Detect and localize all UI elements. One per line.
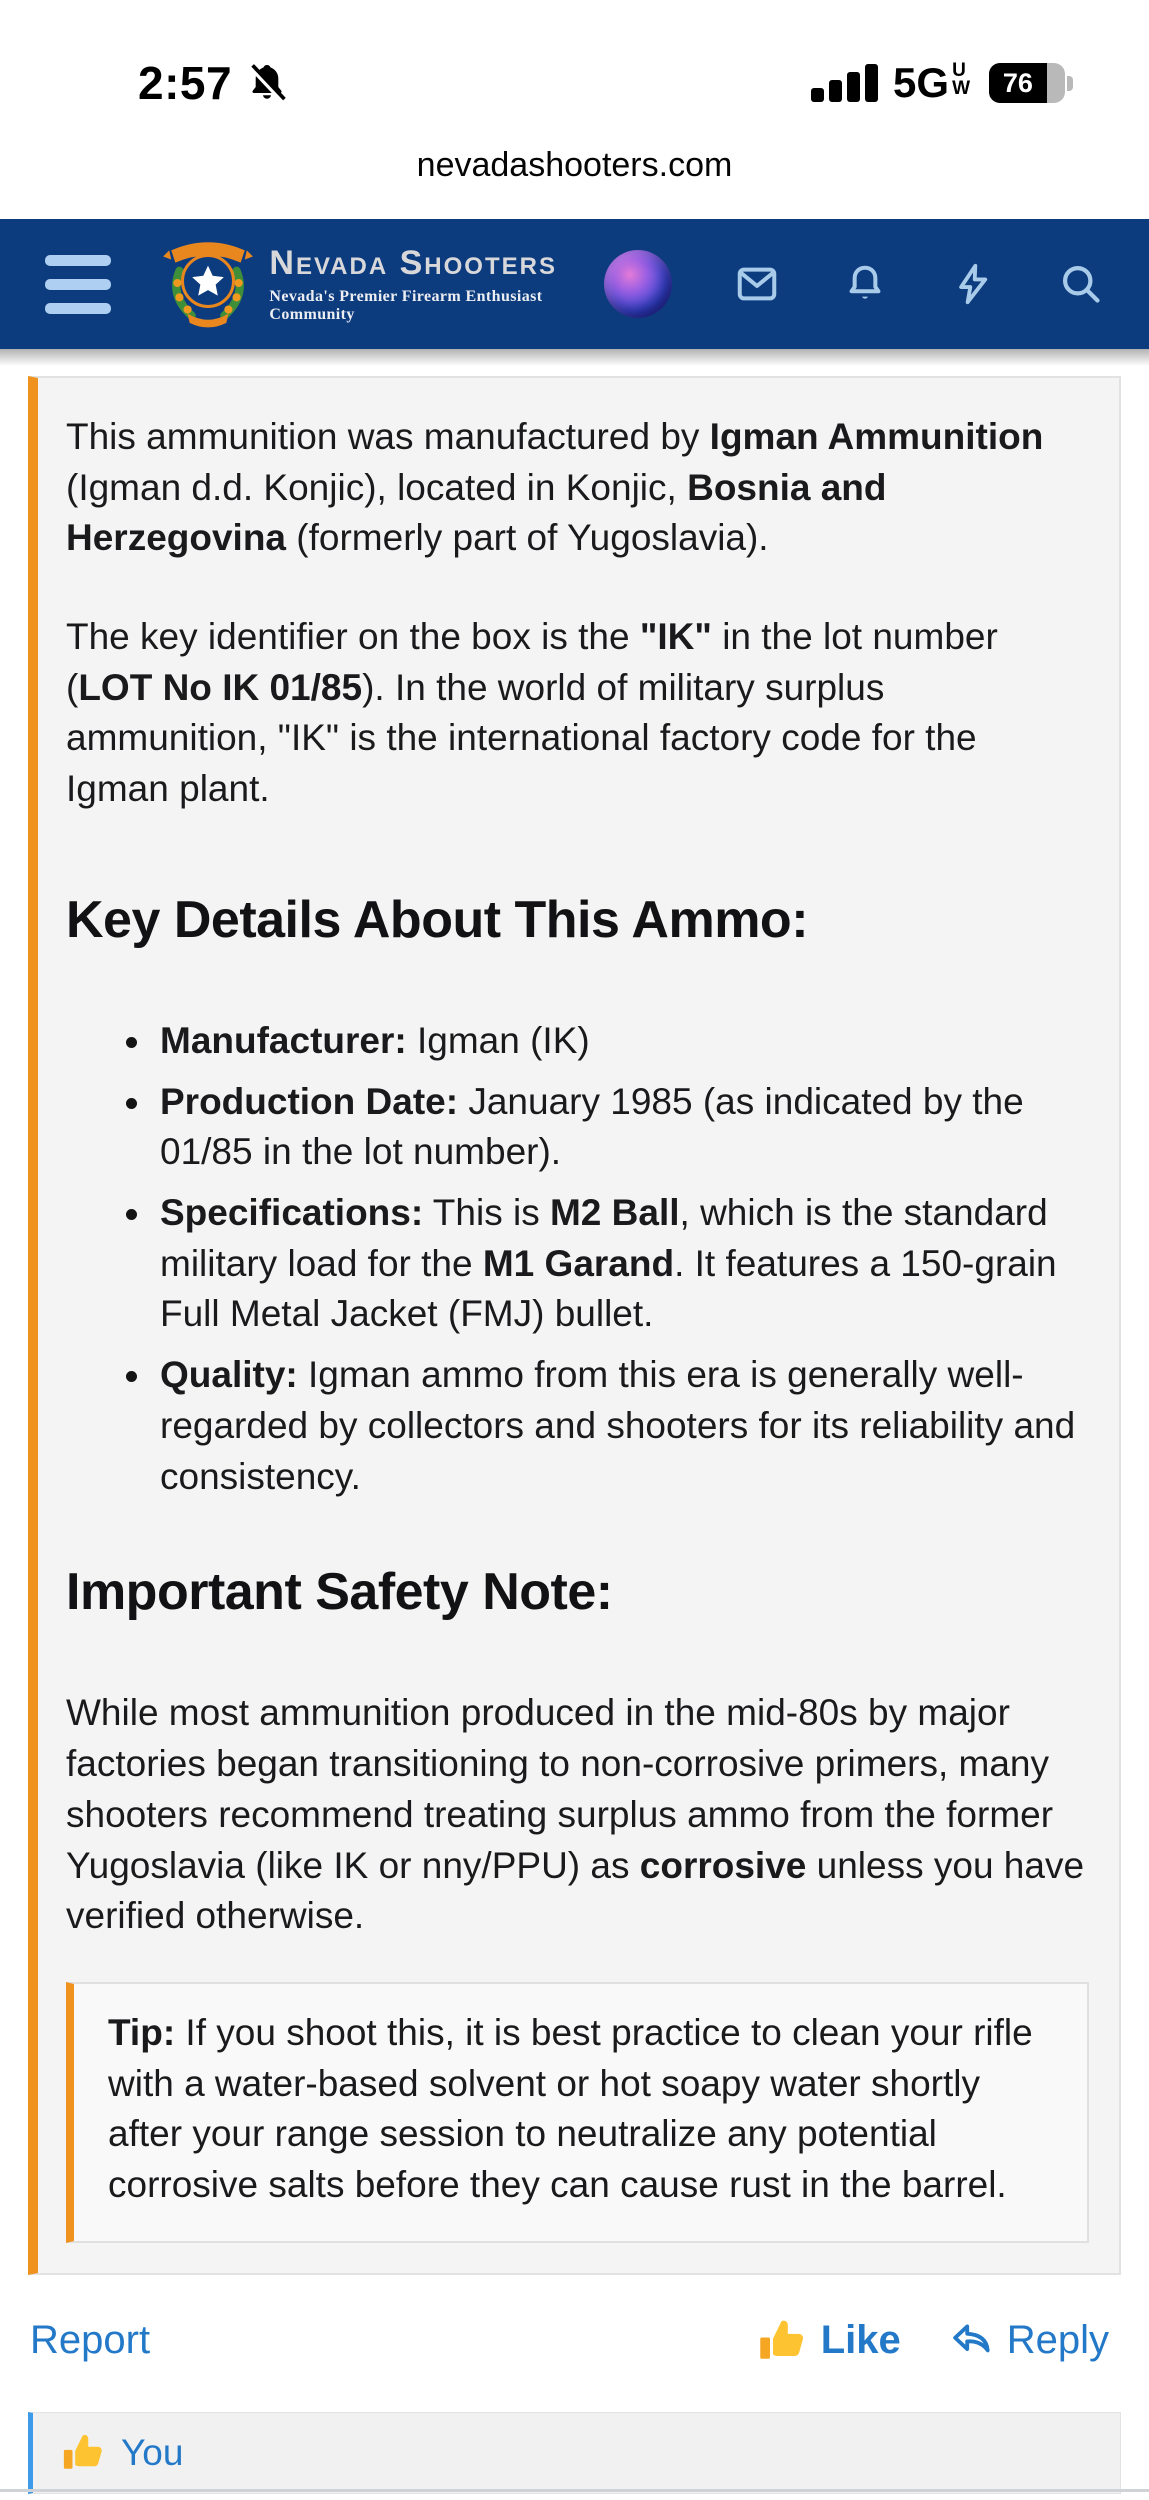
report-link[interactable]: Report [30, 2318, 151, 2363]
bolt-icon[interactable] [950, 261, 996, 307]
site-domain[interactable]: nevadashooters.com [416, 146, 733, 184]
hamburger-icon[interactable] [45, 255, 111, 314]
bell-icon[interactable] [842, 261, 888, 307]
bullet-item-production-date: Production Date: January 1985 (as indicated by the 01/85 in the lot number). [126, 1077, 1089, 1178]
search-icon[interactable] [1058, 261, 1104, 307]
bullet-item-manufacturer: Manufacturer: Igman (IK) [126, 1016, 1089, 1067]
post-actions-row [30, 2315, 1109, 2367]
user-avatar[interactable] [604, 250, 672, 318]
reply-arrow-icon [949, 2318, 995, 2364]
network-type-label: 5G U W [893, 59, 970, 106]
site-tagline: Nevada's Premier Firearm Enthusiast Community [269, 288, 543, 323]
like-button[interactable]: Like [757, 2315, 901, 2367]
safety-paragraph: While most ammunition produced in the mid-80s by major factories began transitioning to non-corrosive primers, many shooters recommend treating surplus ammo from the former Yugoslavia (like IK or nny/PPU) as corrosive unless you have verified otherwise. [66, 1692, 1085, 1937]
brand-block[interactable] [269, 244, 604, 324]
thumbs-up-icon [61, 2430, 107, 2476]
details-heading: Key Details About This Ammo: [66, 890, 809, 949]
mail-icon[interactable] [734, 261, 780, 307]
battery-icon [989, 63, 1073, 103]
bullet-item-quality: Quality: Igman ammo from this era is generally well-regarded by collectors and shooters for its reliability and consistency. [126, 1350, 1089, 1502]
identifier-paragraph: The key identifier on the box is the "IK" in the lot number (LOT No IK 01/85). In the world of military surplus ammunition, "IK" is the international factory code for the Igman plant. [66, 616, 998, 810]
safety-heading: Important Safety Note: [66, 1563, 613, 1622]
navbar-shadow [0, 349, 1149, 366]
site-navbar [0, 219, 1149, 349]
browser-address-bar[interactable] [0, 146, 1149, 185]
thumbs-up-icon [757, 2315, 809, 2367]
nevada-state-seal-logo[interactable] [161, 232, 255, 337]
site-title: Nevada Shooters [269, 244, 557, 282]
clock-time: 2:57 [138, 57, 233, 109]
reply-button[interactable]: Reply [949, 2318, 1109, 2364]
tip-text: Tip: If you shoot this, it is best practice to clean your rifle with a water-based solvent or hot soapy water shortly after your range session to neutralize any potential corrosive salts before they can cause rust in the barrel. [108, 2011, 1033, 2205]
bullet-item-specifications: Specifications: This is M2 Ball, which is the standard military load for the M1 Garand. It features a 150-grain Full Metal Jacket (FMJ) bullet. [126, 1188, 1089, 1340]
reaction-summary-bar[interactable] [28, 2412, 1121, 2494]
battery-percent: 76 [1002, 67, 1033, 98]
details-list [66, 1016, 1089, 1502]
quoted-post-content [28, 376, 1121, 2275]
bottom-divider [0, 2489, 1149, 2492]
bell-slash-icon [244, 60, 290, 106]
cellular-signal-icon [811, 64, 878, 102]
reaction-you-label[interactable]: You [121, 2431, 184, 2473]
status-bar [0, 0, 1149, 110]
intro-paragraph: This ammunition was manufactured by Igman Ammunition (Igman d.d. Konjic), located in Konjic, Bosnia and Herzegovina (formerly part of Yugoslavia). [66, 416, 1044, 559]
tip-callout [66, 1982, 1089, 2243]
